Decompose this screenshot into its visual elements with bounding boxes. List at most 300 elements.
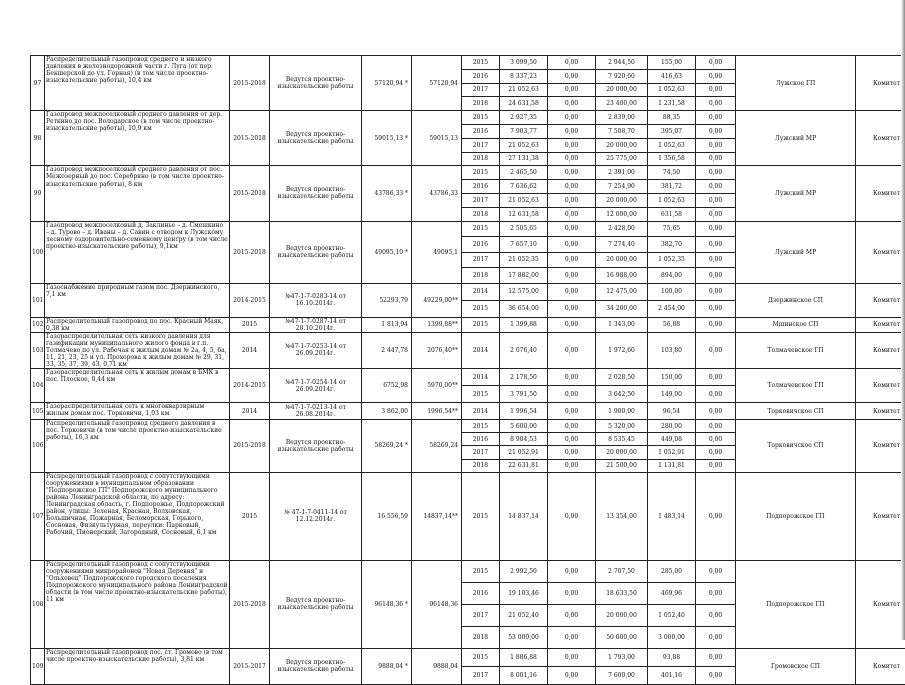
amount-total-cell: 1 399,88 (500, 317, 548, 332)
year-cell: 2017 (462, 83, 500, 97)
settlement-name: Подпорожское ГП (736, 472, 856, 560)
amount-total-cell: 2 992,50 (500, 560, 548, 582)
object-name: Газопровод межпоселковый среднего давления от пос. Межозерный до пос. Серебряно (в том числе проектно-изыскательские работы), 8 км (45, 166, 230, 221)
regional-budget-cell: 21 500,00 (596, 459, 648, 472)
executor-name: Комитет (856, 369, 905, 403)
year-cell: 2016 (462, 582, 500, 604)
other-sources-cell: 0,00 (696, 97, 736, 111)
regional-budget-cell: 2 028,50 (596, 369, 648, 386)
local-budget-cell: 1 052,63 (648, 138, 696, 152)
other-sources-cell: 0,00 (696, 283, 736, 300)
other-sources-cell: 0,00 (696, 56, 736, 70)
permit-document: Ведутся проектно-изыскательские работы (270, 560, 362, 648)
regional-budget-cell: 7 274,40 (596, 237, 648, 253)
amount-total-cell: 2 505,65 (500, 221, 548, 237)
other-sources-cell: 0,00 (696, 207, 736, 221)
settlement-name: Толмачевское ГП (736, 332, 856, 368)
regional-budget-cell: 25 775,00 (596, 152, 648, 166)
local-budget-cell: 100,00 (648, 283, 696, 300)
construction-period: 2015-2018 (230, 111, 270, 166)
row-number: 107 (31, 472, 45, 560)
year-cell: 2015 (462, 420, 500, 433)
other-sources-cell: 0,00 (696, 403, 736, 420)
local-budget-cell: 3 000,00 (648, 626, 696, 648)
total-financing: 96148,36 (412, 560, 462, 648)
local-budget-cell: 449,08 (648, 433, 696, 446)
amount-total-cell: 1 996,54 (500, 403, 548, 420)
amount-total-cell: 12 631,58 (500, 207, 548, 221)
other-sources-cell: 0,00 (696, 166, 736, 180)
permit-document: Ведутся проектно-изыскательские работы (270, 56, 362, 111)
construction-period: 2015-2018 (230, 560, 270, 648)
total-financing: 59015,13 (412, 111, 462, 166)
year-cell: 2014 (462, 403, 500, 420)
local-budget-cell: 1 483,14 (648, 472, 696, 560)
settlement-name: Торковичское СП (736, 403, 856, 420)
federal-budget-cell: 0,00 (548, 56, 596, 70)
amount-total-cell: 5 600,00 (500, 420, 548, 433)
total-financing: 58269,24 (412, 420, 462, 473)
federal-budget-cell: 0,00 (548, 446, 596, 459)
amount-total-cell: 21 052,63 (500, 83, 548, 97)
year-cell: 2015 (462, 300, 500, 317)
table-row (31, 403, 905, 420)
year-cell: 2015 (462, 111, 500, 125)
total-financing: 1996,54** (412, 403, 462, 420)
executor-name: Комитет (856, 648, 905, 684)
regional-budget-cell: 20 000,00 (596, 83, 648, 97)
year-cell: 2014 (462, 332, 500, 368)
row-number: 98 (31, 111, 45, 166)
object-name: Газопровод межпоселковый д. Заклинье – д. Смешкино – д. Турово – д. Иваны – д. Савин с отводом к Лужскому лесному оздоровительно-семенному центру (в том числе проектно-изыскательские работы), 9,1км (45, 221, 230, 283)
total-financing: 1399,88** (412, 317, 462, 332)
permit-document: № 47-1-7-0411-14 от 12.12.2014г. (270, 472, 362, 560)
federal-budget-cell: 0,00 (548, 648, 596, 666)
total-financing: 2076,40** (412, 332, 462, 368)
year-cell: 2016 (462, 433, 500, 446)
other-sources-cell: 0,00 (696, 433, 736, 446)
row-number: 103 (31, 332, 45, 368)
construction-period: 2015-2018 (230, 166, 270, 221)
year-cell: 2017 (462, 193, 500, 207)
executor-name: Комитет (856, 472, 905, 560)
federal-budget-cell: 0,00 (548, 166, 596, 180)
federal-budget-cell: 0,00 (548, 207, 596, 221)
executor-name: Комитет (856, 166, 905, 221)
regional-budget-cell: 16 988,00 (596, 268, 648, 284)
year-cell: 2017 (462, 138, 500, 152)
local-budget-cell: 401,16 (648, 666, 696, 684)
executor-name: Комитет (856, 560, 905, 648)
object-name: Распределительный газопровод с сопутствующими сооружениями в муниципальном образовании "Подпорожское ГП" Подпорожского муниципального района Ленинградской области, по адресу: Ленинградская область, г. Подпорожье, Подпорожский район, улицы: Зеленая, Красная, Волховская, Большичная, Пожарная, Беломорская, Горького, Сосновая, Физкультурная, переулки: Парковый, Рабочий, Пионерский, Загородный, Сосновый, 6,1 км (45, 472, 230, 560)
row-number: 99 (31, 166, 45, 221)
amount-total-cell: 36 654,00 (500, 300, 548, 317)
amount-total-cell: 8 337,23 (500, 69, 548, 83)
other-sources-cell: 0,00 (696, 124, 736, 138)
year-cell: 2015 (462, 166, 500, 180)
year-cell: 2014 (462, 369, 500, 386)
amount-total-cell: 53 000,00 (500, 626, 548, 648)
local-budget-cell: 469,96 (648, 582, 696, 604)
year-cell: 2018 (462, 207, 500, 221)
estimated-cost: 59015,13 * (362, 111, 412, 166)
construction-period: 2015 (230, 317, 270, 332)
federal-budget-cell: 0,00 (548, 300, 596, 317)
year-cell: 2015 (462, 317, 500, 332)
estimated-cost: 96148,36 * (362, 560, 412, 648)
amount-total-cell: 24 631,58 (500, 97, 548, 111)
construction-period: 2015-2017 (230, 648, 270, 684)
permit-document: Ведутся проектно-изыскательские работы (270, 166, 362, 221)
local-budget-cell: 382,70 (648, 237, 696, 253)
permit-document: №47-1-7-0254-14 от 26.09.2014г. (270, 369, 362, 403)
other-sources-cell: 0,00 (696, 332, 736, 368)
row-number: 105 (31, 403, 45, 420)
object-name: Газопровод межпоселковый среднего давления от дер. Реткино до пос. Володарское (в том числе проектно-изыскательские работы), 10,9 км (45, 111, 230, 166)
year-cell: 2015 (462, 648, 500, 666)
federal-budget-cell: 0,00 (548, 283, 596, 300)
settlement-name: Лужский МР (736, 166, 856, 221)
regional-budget-cell: 2 391,00 (596, 166, 648, 180)
year-cell: 2015 (462, 560, 500, 582)
regional-budget-cell: 2 944,50 (596, 56, 648, 70)
year-cell: 2015 (462, 472, 500, 560)
regional-budget-cell: 7 254,90 (596, 180, 648, 194)
amount-total-cell: 21 052,35 (500, 252, 548, 268)
settlement-name: Толмачевское ГП (736, 369, 856, 403)
other-sources-cell: 0,00 (696, 317, 736, 332)
federal-budget-cell: 0,00 (548, 138, 596, 152)
regional-budget-cell: 8 535,45 (596, 433, 648, 446)
object-name: Газоснабжение природным газом пос. Дзержинского, 7,1 км (45, 283, 230, 317)
year-cell: 2017 (462, 252, 500, 268)
regional-budget-cell: 20 000,00 (596, 604, 648, 626)
federal-budget-cell: 0,00 (548, 560, 596, 582)
object-name: Распределительный газопровод среднего и низкого давления в железнодорожной части г. Луга (от пер. Бекшерской до ул. Горная) (в том числе проектно-изыскательские работы), 10,4 км (45, 56, 230, 111)
total-financing: 57120,94 (412, 56, 462, 111)
table-row (31, 317, 905, 332)
program-table (30, 55, 905, 685)
local-budget-cell: 1 052,63 (648, 83, 696, 97)
regional-budget-cell: 50 000,00 (596, 626, 648, 648)
other-sources-cell: 0,00 (696, 446, 736, 459)
regional-budget-cell: 7 508,70 (596, 124, 648, 138)
year-cell: 2017 (462, 604, 500, 626)
executor-name: Комитет (856, 283, 905, 317)
other-sources-cell: 0,00 (696, 648, 736, 666)
regional-budget-cell: 2 839,00 (596, 111, 648, 125)
local-budget-cell: 155,00 (648, 56, 696, 70)
settlement-name: Торковичское СП (736, 420, 856, 473)
local-budget-cell: 894,00 (648, 268, 696, 284)
table-row (31, 111, 905, 125)
amount-total-cell: 17 882,00 (500, 268, 548, 284)
year-cell: 2018 (462, 459, 500, 472)
construction-period: 2015-2018 (230, 221, 270, 283)
federal-budget-cell: 0,00 (548, 180, 596, 194)
federal-budget-cell: 0,00 (548, 111, 596, 125)
permit-document: №47-1-7-0213-14 от 26.08.2014г. (270, 403, 362, 420)
federal-budget-cell: 0,00 (548, 97, 596, 111)
year-cell: 2017 (462, 446, 500, 459)
local-budget-cell: 280,00 (648, 420, 696, 433)
permit-document: Ведутся проектно-изыскательские работы (270, 111, 362, 166)
other-sources-cell: 0,00 (696, 138, 736, 152)
permit-document: Ведутся проектно-изыскательские работы (270, 221, 362, 283)
federal-budget-cell: 0,00 (548, 69, 596, 83)
regional-budget-cell: 12 475,00 (596, 283, 648, 300)
construction-period: 2015 (230, 472, 270, 560)
local-budget-cell: 1 231,58 (648, 97, 696, 111)
settlement-name: Громовское СП (736, 648, 856, 684)
amount-total-cell: 1 886,88 (500, 648, 548, 666)
estimated-cost: 58269,24 * (362, 420, 412, 473)
local-budget-cell: 631,58 (648, 207, 696, 221)
object-name: Распределительный газопровод пос. ст. Громово (в том числе проектно-изыскательские работы), 3,81 км (45, 648, 230, 684)
federal-budget-cell: 0,00 (548, 666, 596, 684)
year-cell: 2018 (462, 626, 500, 648)
scan-edge-shadow (901, 0, 905, 640)
federal-budget-cell: 0,00 (548, 268, 596, 284)
object-name: Газораспределительная сеть к многоквартирным жилым домам пос. Торковичи, 1,03 км (45, 403, 230, 420)
local-budget-cell: 75,65 (648, 221, 696, 237)
other-sources-cell: 0,00 (696, 237, 736, 253)
row-number: 109 (31, 648, 45, 684)
table-row (31, 369, 905, 386)
settlement-name: Лужский МР (736, 221, 856, 283)
amount-total-cell: 8 001,16 (500, 666, 548, 684)
federal-budget-cell: 0,00 (548, 252, 596, 268)
amount-total-cell: 22 631,81 (500, 459, 548, 472)
row-number: 101 (31, 283, 45, 317)
row-number: 100 (31, 221, 45, 283)
year-cell: 2014 (462, 283, 500, 300)
year-cell: 2016 (462, 180, 500, 194)
amount-total-cell: 21 052,63 (500, 193, 548, 207)
federal-budget-cell: 0,00 (548, 433, 596, 446)
local-budget-cell: 2 454,00 (648, 300, 696, 317)
estimated-cost: 3 862,00 (362, 403, 412, 420)
federal-budget-cell: 0,00 (548, 83, 596, 97)
object-name: Газораспределительная сеть к жилым домам в БМК в пос. Плоское, 0,44 км (45, 369, 230, 403)
amount-total-cell: 3 791,50 (500, 386, 548, 403)
total-financing: 43786,33 (412, 166, 462, 221)
other-sources-cell: 0,00 (696, 193, 736, 207)
settlement-name: Мшинское СП (736, 317, 856, 332)
table-row (31, 560, 905, 582)
regional-budget-cell: 23 400,00 (596, 97, 648, 111)
other-sources-cell: 0,00 (696, 582, 736, 604)
other-sources-cell: 0,00 (696, 560, 736, 582)
executor-name: Комитет (856, 317, 905, 332)
executor-name: Комитет (856, 56, 905, 111)
other-sources-cell: 0,00 (696, 369, 736, 386)
amount-total-cell: 7 657,10 (500, 237, 548, 253)
regional-budget-cell: 20 000,00 (596, 138, 648, 152)
amount-total-cell: 7 636,62 (500, 180, 548, 194)
settlement-name: Дзержинское СП (736, 283, 856, 317)
row-number: 97 (31, 56, 45, 111)
executor-name: Комитет (856, 403, 905, 420)
construction-period: 2014 (230, 332, 270, 368)
row-number: 104 (31, 369, 45, 403)
estimated-cost: 43786,33 * (362, 166, 412, 221)
other-sources-cell: 0,00 (696, 252, 736, 268)
amount-total-cell: 21 052,40 (500, 604, 548, 626)
executor-name: Комитет (856, 221, 905, 283)
object-name: Газораспределительная сеть низкого давления для газификации муниципального жилого фонда в г.п. Толмачево по ул. Рабочая к жилым домам № 2а, 4, 5, 6а, 11, 21, 23, 25 и ул. Прохорова к жилым домам № 29, 31, 33, 35, 37, 39, 43, 0,71 км (45, 332, 230, 368)
estimated-cost: 52293,79 (362, 283, 412, 317)
permit-document: №47-1-7-0283-14 от 16.10.2014г. (270, 283, 362, 317)
total-financing: 14837,14** (412, 472, 462, 560)
federal-budget-cell: 0,00 (548, 459, 596, 472)
amount-total-cell: 8 984,53 (500, 433, 548, 446)
other-sources-cell: 0,00 (696, 420, 736, 433)
estimated-cost: 2 447,78 (362, 332, 412, 368)
amount-total-cell: 21 052,63 (500, 138, 548, 152)
construction-period: 2014-2015 (230, 283, 270, 317)
regional-budget-cell: 2 428,00 (596, 221, 648, 237)
amount-total-cell: 2 465,50 (500, 166, 548, 180)
federal-budget-cell: 0,00 (548, 332, 596, 368)
other-sources-cell: 0,00 (696, 180, 736, 194)
executor-name: Комитет (856, 420, 905, 473)
local-budget-cell: 381,72 (648, 180, 696, 194)
local-budget-cell: 93,88 (648, 648, 696, 666)
regional-budget-cell: 5 320,00 (596, 420, 648, 433)
other-sources-cell: 0,00 (696, 626, 736, 648)
other-sources-cell: 0,00 (696, 472, 736, 560)
local-budget-cell: 88,35 (648, 111, 696, 125)
settlement-name: Лужское ГП (736, 56, 856, 111)
regional-budget-cell: 12 000,00 (596, 207, 648, 221)
estimated-cost: 9888,04 * (362, 648, 412, 684)
estimated-cost: 49095,10 * (362, 221, 412, 283)
other-sources-cell: 0,00 (696, 666, 736, 684)
amount-total-cell: 2 076,40 (500, 332, 548, 368)
row-number: 102 (31, 317, 45, 332)
total-financing: 9888,04 (412, 648, 462, 684)
other-sources-cell: 0,00 (696, 152, 736, 166)
object-name: Распределительный газопровод с сопутствующими сооружениями микрорайонов "Новая Деревня" и "Ольховец" Подпорожского городского поселения Подпорожского муниципального района Ленинградской области (в том числе проектно-изыскательские работы), 11 км (45, 560, 230, 648)
regional-budget-cell: 20 000,00 (596, 193, 648, 207)
regional-budget-cell: 34 200,00 (596, 300, 648, 317)
federal-budget-cell: 0,00 (548, 403, 596, 420)
local-budget-cell: 96,54 (648, 403, 696, 420)
object-name: Распределительный газопровод по пос. Красный Маяк, 0,38 км (45, 317, 230, 332)
federal-budget-cell: 0,00 (548, 626, 596, 648)
federal-budget-cell: 0,00 (548, 420, 596, 433)
amount-total-cell: 21 052,91 (500, 446, 548, 459)
table-row (31, 221, 905, 237)
regional-budget-cell: 18 633,50 (596, 582, 648, 604)
table-row (31, 166, 905, 180)
other-sources-cell: 0,00 (696, 221, 736, 237)
year-cell: 2018 (462, 268, 500, 284)
amount-total-cell: 27 131,38 (500, 152, 548, 166)
total-financing: 5970,00** (412, 369, 462, 403)
local-budget-cell: 149,00 (648, 386, 696, 403)
permit-document: №47-1-7-0253-14 от 26.09.2014г. (270, 332, 362, 368)
amount-total-cell: 3 099,50 (500, 56, 548, 70)
local-budget-cell: 56,88 (648, 317, 696, 332)
total-financing: 49229,00** (412, 283, 462, 317)
local-budget-cell: 1 356,58 (648, 152, 696, 166)
local-budget-cell: 395,07 (648, 124, 696, 138)
row-number: 106 (31, 420, 45, 473)
table-row (31, 648, 905, 666)
local-budget-cell: 285,00 (648, 560, 696, 582)
local-budget-cell: 1 052,40 (648, 604, 696, 626)
estimated-cost: 6752,98 (362, 369, 412, 403)
year-cell: 2017 (462, 666, 500, 684)
federal-budget-cell: 0,00 (548, 221, 596, 237)
regional-budget-cell: 13 354,00 (596, 472, 648, 560)
amount-total-cell: 12 575,00 (500, 283, 548, 300)
federal-budget-cell: 0,00 (548, 193, 596, 207)
regional-budget-cell: 20 000,00 (596, 252, 648, 268)
table-row (31, 420, 905, 433)
year-cell: 2015 (462, 386, 500, 403)
permit-document: №47-1-7-0287-14 от 28.10.2014г. (270, 317, 362, 332)
construction-period: 2014-2015 (230, 369, 270, 403)
regional-budget-cell: 1 972,60 (596, 332, 648, 368)
row-number: 108 (31, 560, 45, 648)
year-cell: 2016 (462, 124, 500, 138)
estimated-cost: 16 556,59 (362, 472, 412, 560)
regional-budget-cell: 1 343,00 (596, 317, 648, 332)
other-sources-cell: 0,00 (696, 69, 736, 83)
year-cell: 2016 (462, 69, 500, 83)
permit-document: Ведутся проектно-изыскательские работы (270, 420, 362, 473)
executor-name: Комитет (856, 111, 905, 166)
year-cell: 2015 (462, 56, 500, 70)
local-budget-cell: 103,80 (648, 332, 696, 368)
federal-budget-cell: 0,00 (548, 237, 596, 253)
regional-budget-cell: 20 000,00 (596, 446, 648, 459)
local-budget-cell: 1 052,63 (648, 193, 696, 207)
other-sources-cell: 0,00 (696, 268, 736, 284)
regional-budget-cell: 7 600,00 (596, 666, 648, 684)
estimated-cost: 1 813,94 (362, 317, 412, 332)
federal-budget-cell: 0,00 (548, 152, 596, 166)
federal-budget-cell: 0,00 (548, 472, 596, 560)
local-budget-cell: 1 052,35 (648, 252, 696, 268)
construction-period: 2014 (230, 403, 270, 420)
local-budget-cell: 1 052,91 (648, 446, 696, 459)
local-budget-cell: 74,50 (648, 166, 696, 180)
federal-budget-cell: 0,00 (548, 582, 596, 604)
settlement-name: Подпорожское ГП (736, 560, 856, 648)
local-budget-cell: 150,00 (648, 369, 696, 386)
other-sources-cell: 0,00 (696, 83, 736, 97)
regional-budget-cell: 7 920,60 (596, 69, 648, 83)
regional-budget-cell: 1 793,00 (596, 648, 648, 666)
regional-budget-cell: 2 707,50 (596, 560, 648, 582)
local-budget-cell: 1 131,81 (648, 459, 696, 472)
other-sources-cell: 0,00 (696, 386, 736, 403)
amount-total-cell: 2 178,50 (500, 369, 548, 386)
total-financing: 49095,1 (412, 221, 462, 283)
table-row (31, 283, 905, 300)
construction-period: 2015-2018 (230, 56, 270, 111)
federal-budget-cell: 0,00 (548, 369, 596, 386)
federal-budget-cell: 0,00 (548, 124, 596, 138)
year-cell: 2018 (462, 152, 500, 166)
year-cell: 2018 (462, 97, 500, 111)
year-cell: 2015 (462, 221, 500, 237)
permit-document: Ведутся проектно-изыскательские работы (270, 648, 362, 684)
